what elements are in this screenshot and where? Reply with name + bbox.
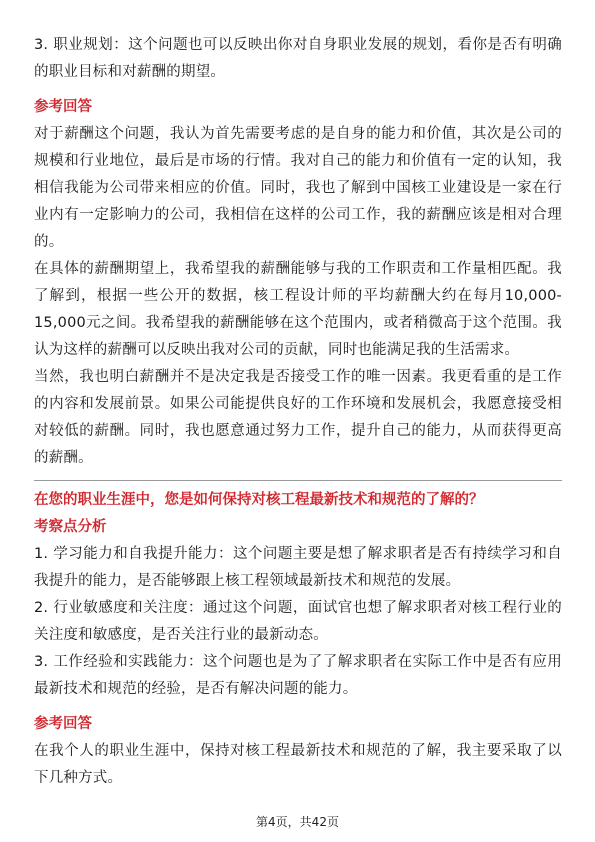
answer-label: 参考回答 bbox=[34, 99, 92, 115]
answer-paragraph: 对于薪酬这个问题，我认为首先需要考虑的是自身的能力和价值，其次是公司的规模和行业地位，最后是市场的行情。我对自己的能力和价值有一定的认知，我相信我能为公司带来相应的价值。同时，我也了解到中国核工业建设是一家在行业内有一定影响力的公司，我相信在这样的公司工作，我的薪酬应该是相对合理的。 bbox=[34, 126, 562, 250]
page-number: 第4页，共42页 bbox=[256, 815, 339, 829]
answer-paragraph: 当然，我也明白薪酬并不是决定我是否接受工作的唯一因素。我更看重的是工作的内容和发展前景。如果公司能提供良好的工作环境和发展机会，我愿意接受相对较低的薪酬。同时，我也愿意通过努力工作，提升自己的能力，从而获得更高的薪酬。 bbox=[34, 369, 562, 466]
analysis-label: 考察点分析 bbox=[34, 519, 107, 535]
section-divider bbox=[34, 480, 562, 481]
answer-label: 参考回答 bbox=[34, 716, 92, 732]
page-content bbox=[34, 32, 562, 792]
analysis-point: 2. 行业敏感度和关注度：通过这个问题，面试官也想了解求职者对核工程行业的关注度和敏感度，是否关注行业的最新动态。 bbox=[34, 600, 562, 643]
interview-question: 在您的职业生涯中，您是如何保持对核工程最新技术和规范的了解的？ bbox=[34, 492, 484, 508]
answer-paragraph: 在具体的薪酬期望上，我希望我的薪酬能够与我的工作职责和工作量相匹配。我了解到，根据一些公开的数据，核工程设计师的平均薪酬大约在每月10,000-15,000元之间。我希望我的薪酬能够在这个范围内，或者稍微高于这个范围。我认为这样的薪酬可以反映出我对公司的贡献，同时也能满足我的生活需求。 bbox=[34, 261, 562, 358]
analysis-point: 1. 学习能力和自我提升能力：这个问题主要是想了解求职者是否有持续学习和自我提升的能力，是否能够跟上核工程领域最新技术和规范的发展。 bbox=[34, 546, 562, 589]
analysis-point-3: 3. 职业规划：这个问题也可以反映出你对自身职业发展的规划，看你是否有明确的职业目标和对薪酬的期望。 bbox=[34, 37, 562, 80]
analysis-point: 3. 工作经验和实践能力：这个问题也是为了了解求职者在实际工作中是否有应用最新技术和规范的经验，是否有解决问题的能力。 bbox=[34, 654, 562, 697]
answer-paragraph: 在我个人的职业生涯中，保持对核工程最新技术和规范的了解，我主要采取了以下几种方式。 bbox=[34, 743, 562, 786]
